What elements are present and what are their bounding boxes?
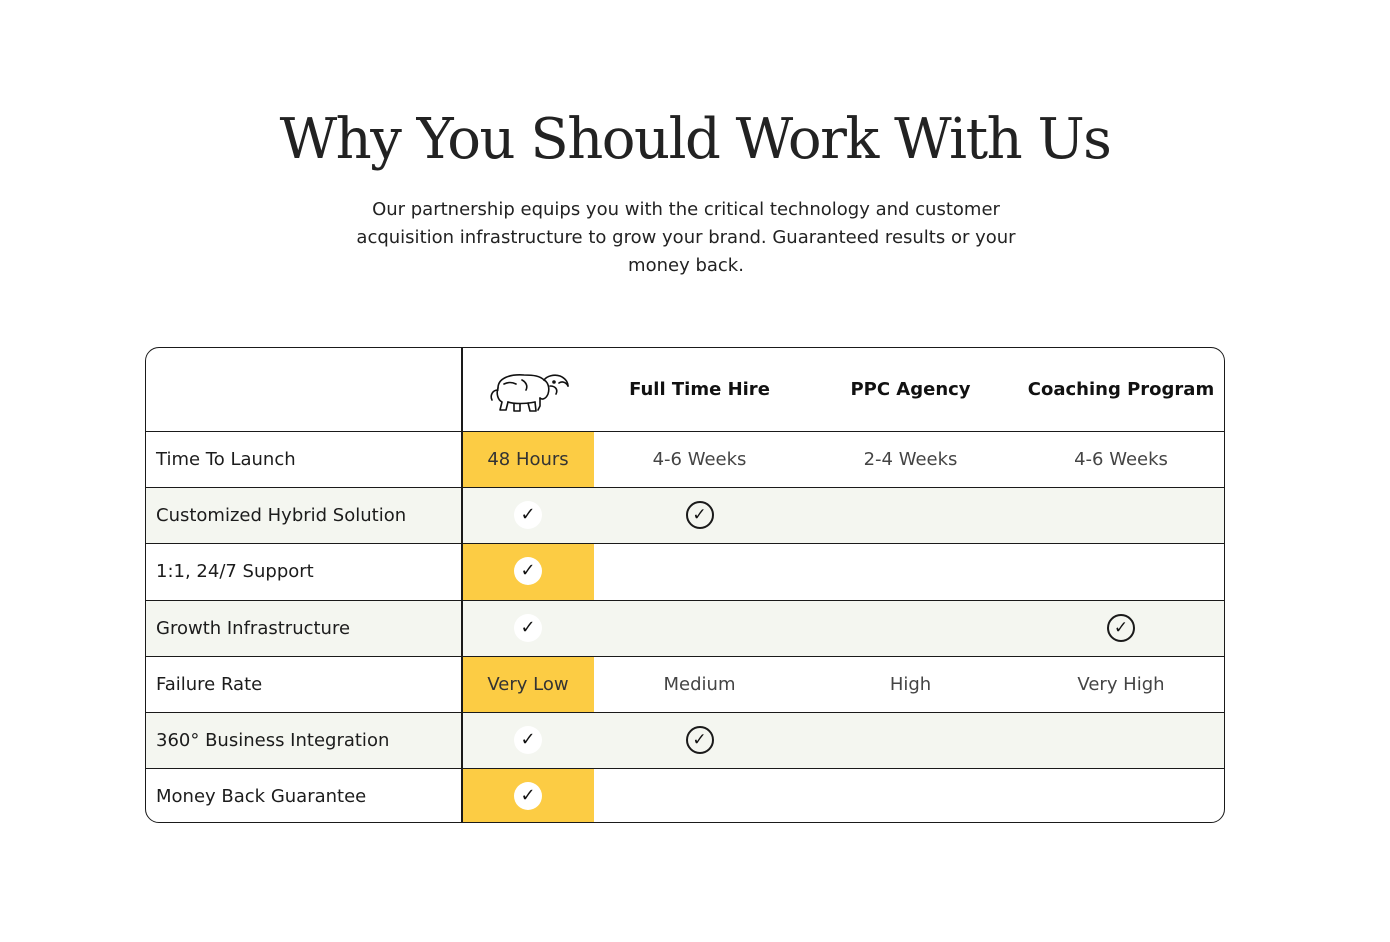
cell-value: Very Low xyxy=(487,673,569,695)
value-cell xyxy=(1016,431,1225,487)
row-label: Time To Launch xyxy=(156,448,296,470)
value-cell xyxy=(1016,656,1225,712)
check-cell xyxy=(462,600,594,656)
table-row xyxy=(146,656,1224,712)
check-circle-icon: ✓ xyxy=(686,501,714,529)
column-divider xyxy=(461,348,463,822)
check-circle-icon: ✓ xyxy=(1107,614,1135,642)
row-label: 1:1, 24/7 Support xyxy=(156,560,314,582)
check-circle-icon: ✓ xyxy=(514,614,542,642)
empty-cell xyxy=(805,543,1016,599)
check-circle-icon: ✓ xyxy=(686,726,714,754)
table-row xyxy=(146,600,1224,656)
row-label: Growth Infrastructure xyxy=(156,617,351,639)
column-header-full-time-hire: Full Time Hire xyxy=(629,379,770,400)
value-cell xyxy=(805,656,1016,712)
check-cell xyxy=(462,487,594,543)
empty-cell xyxy=(1016,768,1225,823)
check-cell xyxy=(462,768,594,823)
table-row xyxy=(146,543,1224,599)
check-cell xyxy=(462,543,594,599)
cell-value: 2-4 Weeks xyxy=(863,448,958,470)
empty-cell xyxy=(805,600,1016,656)
check-circle-icon: ✓ xyxy=(514,726,542,754)
empty-cell xyxy=(1016,712,1225,768)
row-label: Failure Rate xyxy=(156,673,263,695)
empty-cell xyxy=(1016,543,1225,599)
empty-cell xyxy=(1016,487,1225,543)
empty-cell xyxy=(805,768,1016,823)
value-cell xyxy=(462,656,594,712)
table-row xyxy=(146,431,1224,487)
row-label: Customized Hybrid Solution xyxy=(156,504,407,526)
cell-value: High xyxy=(889,673,932,695)
table-row xyxy=(146,768,1224,823)
empty-cell xyxy=(594,543,805,599)
empty-cell xyxy=(805,712,1016,768)
empty-cell xyxy=(805,487,1016,543)
row-label: Money Back Guarantee xyxy=(156,785,367,807)
table-row xyxy=(146,712,1224,768)
value-cell xyxy=(805,431,1016,487)
table-row xyxy=(146,487,1224,543)
cell-value: 4-6 Weeks xyxy=(1074,448,1168,470)
check-cell xyxy=(462,712,594,768)
empty-cell xyxy=(594,600,805,656)
check-cell xyxy=(594,487,805,543)
column-header-ppc-agency: PPC Agency xyxy=(850,379,971,400)
page-subtitle: Our partnership equips you with the critical technology and customer acquisition infrastructure to grow your brand. Guaranteed results or your money back. xyxy=(356,199,1016,276)
cell-value: Very High xyxy=(1077,673,1165,695)
page-title: Why You Should Work With Us xyxy=(279,107,1111,172)
check-circle-icon: ✓ xyxy=(514,782,542,810)
value-cell xyxy=(594,656,805,712)
elephant-logo-icon xyxy=(462,348,594,431)
row-label: 360° Business Integration xyxy=(156,729,390,751)
check-cell xyxy=(594,712,805,768)
comparison-table xyxy=(145,347,1225,823)
check-circle-icon: ✓ xyxy=(514,501,542,529)
cell-value: 4-6 Weeks xyxy=(652,448,747,470)
value-cell xyxy=(462,431,594,487)
check-cell xyxy=(1016,600,1225,656)
check-circle-icon: ✓ xyxy=(514,557,542,585)
table-header-row xyxy=(146,348,1224,431)
cell-value: 48 Hours xyxy=(487,448,569,470)
value-cell xyxy=(594,431,805,487)
column-header-coaching-program: Coaching Program xyxy=(1027,379,1215,400)
empty-cell xyxy=(594,768,805,823)
cell-value: Medium xyxy=(663,673,736,695)
